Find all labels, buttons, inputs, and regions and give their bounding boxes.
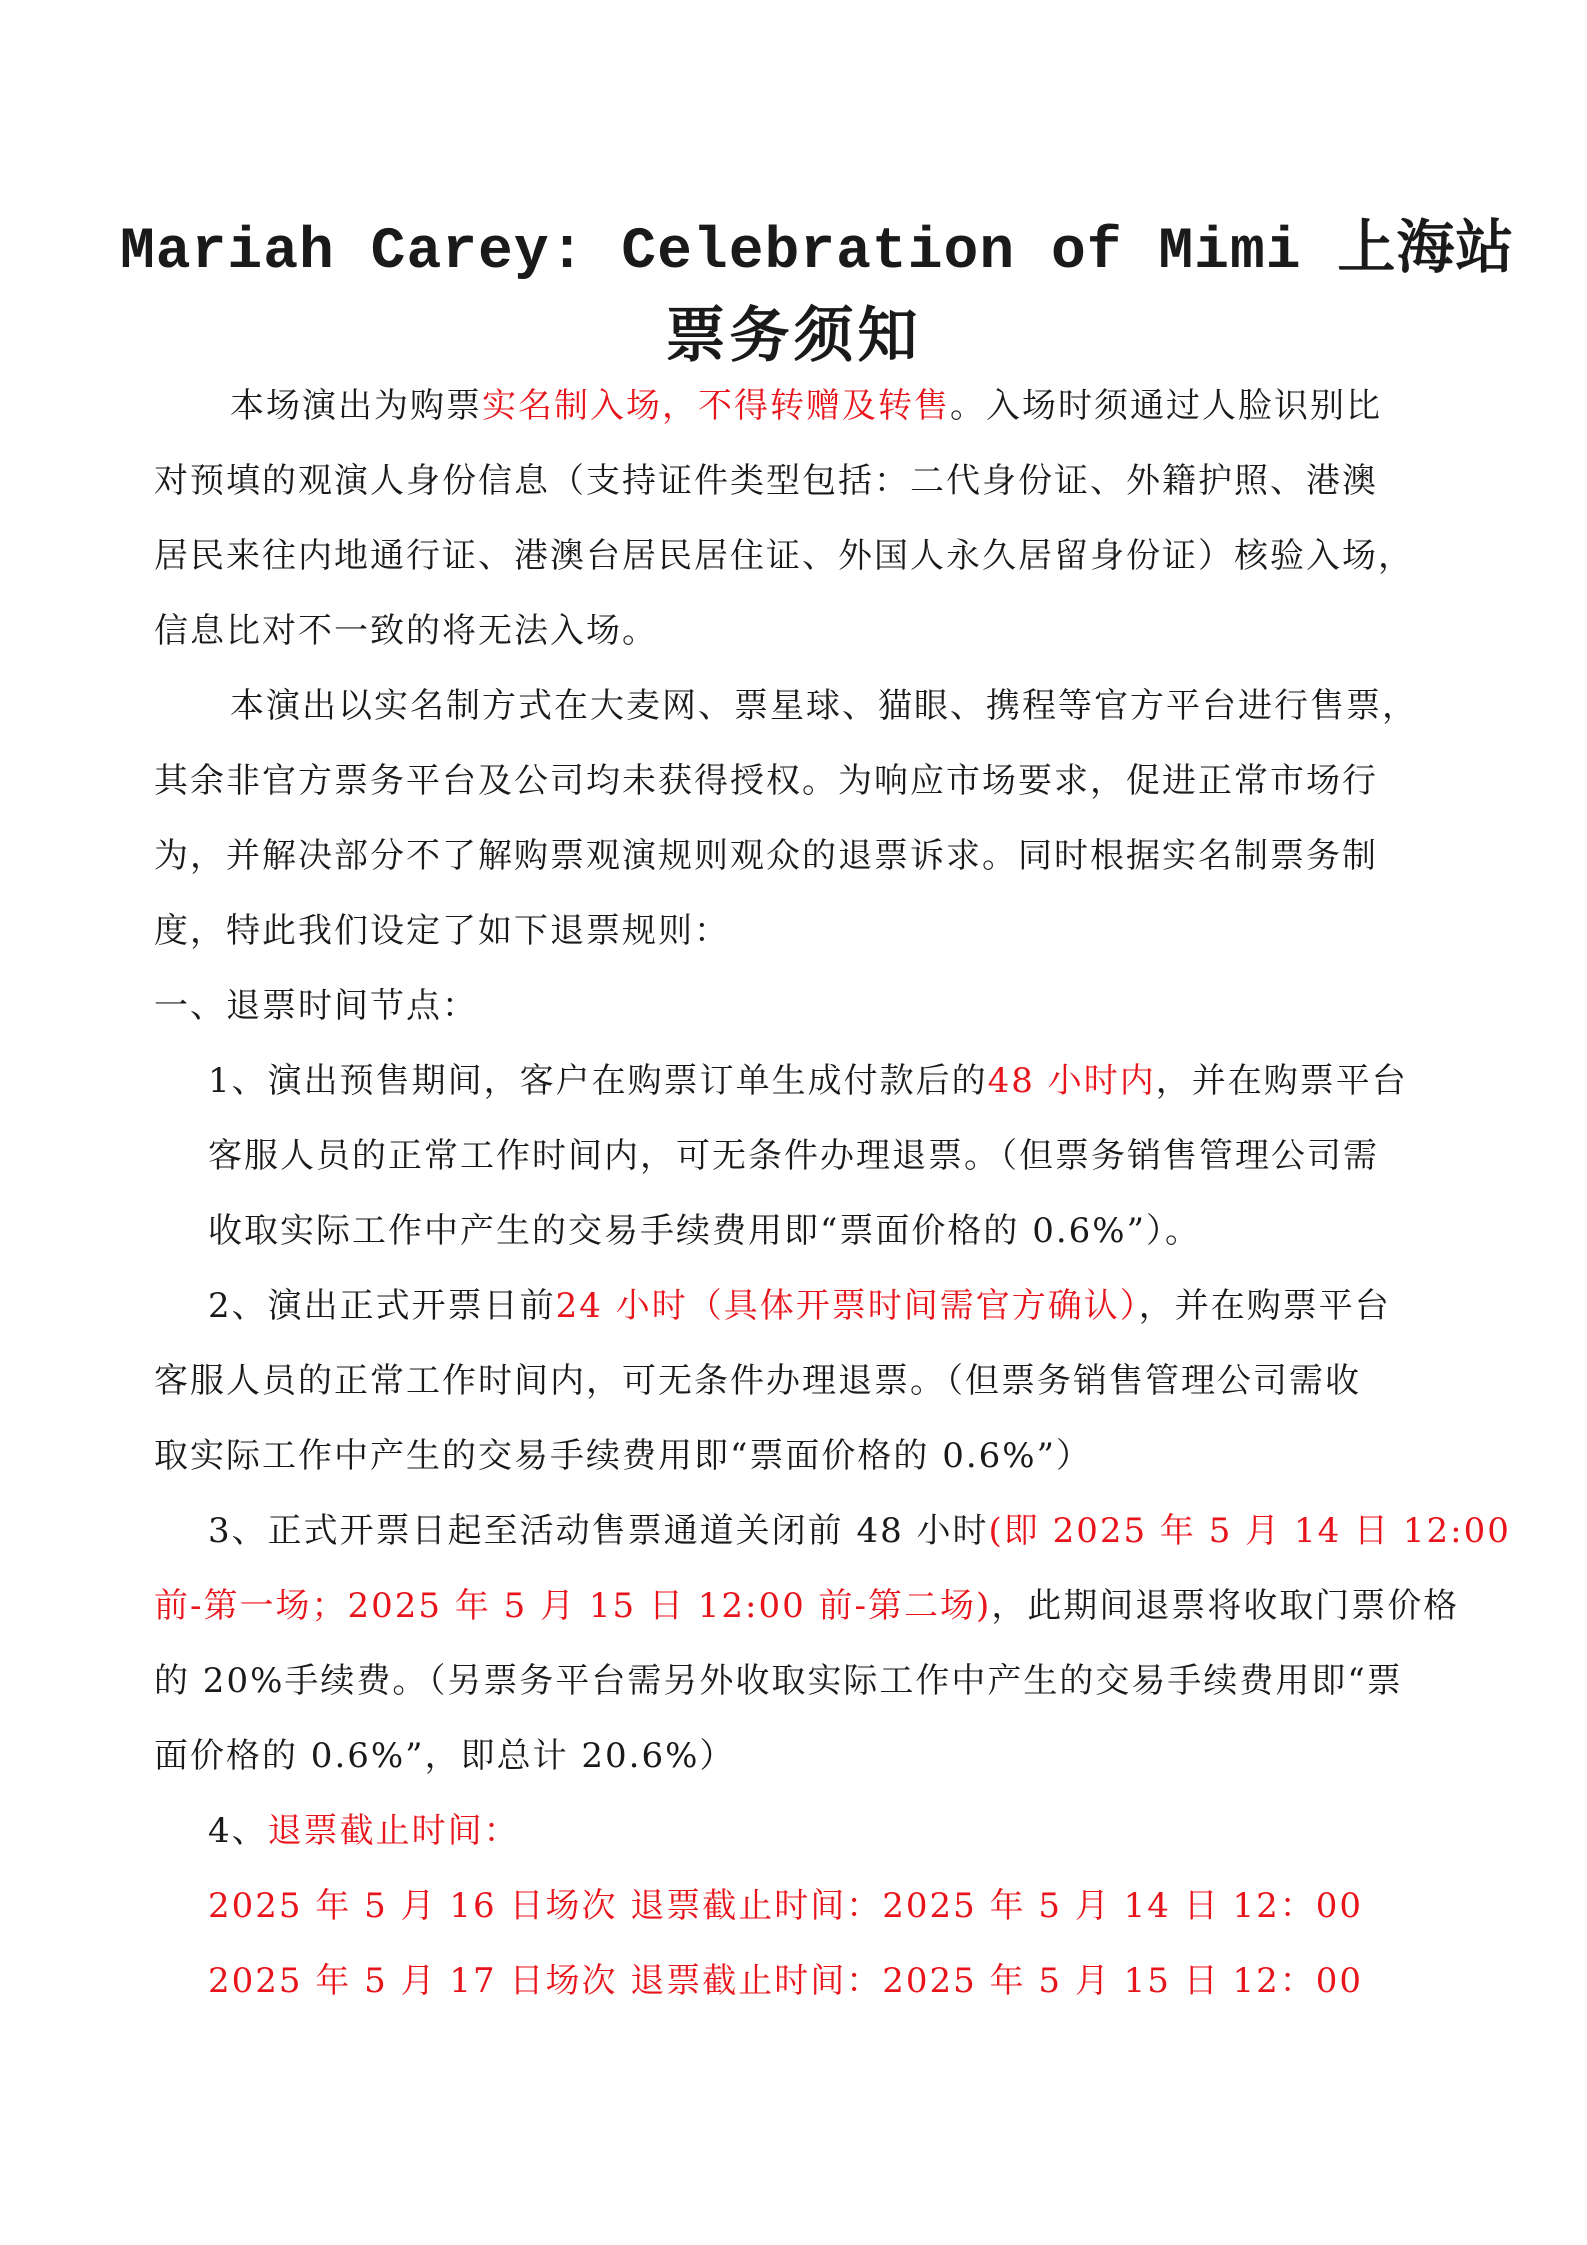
- refund-window-24h: 24 小时（具体开票时间需官方确认）: [555, 1286, 1139, 1326]
- p1-line1: 本场演出为购票实名制入场，不得转赠及转售。入场时须通过人脸识别比: [230, 386, 1382, 426]
- item2-line3: 取实际工作中产生的交易手续费用即“票面价格的 0.6%”）: [154, 1436, 1092, 1476]
- item3-line4: 面价格的 0.6%”，即总计 20.6%）: [154, 1736, 736, 1776]
- deadline-show2: 2025 年 5 月 17 日场次 退票截止时间：2025 年 5 月 15 日 12：00: [208, 1961, 1364, 2001]
- p1-line3: 居民来往内地通行证、港澳台居民居住证、外国人永久居留身份证）核验入场，: [154, 536, 1414, 576]
- refund-dates-part2: 前-第一场；2025 年 5 月 15 日 12:00 前-第二场): [154, 1586, 992, 1626]
- item2-line2: 客服人员的正常工作时间内，可无条件办理退票。（但票务销售管理公司需收: [154, 1361, 1361, 1401]
- item3-line2: 前-第一场；2025 年 5 月 15 日 12:00 前-第二场)，此期间退票将收取门票价格: [154, 1586, 1460, 1626]
- p2-line4: 度，特此我们设定了如下退票规则：: [154, 911, 730, 951]
- p1-line4: 信息比对不一致的将无法入场。: [154, 611, 658, 651]
- real-name-notice: 实名制入场，不得转赠及转售: [482, 386, 950, 426]
- item2-line1: 2、演出正式开票日前24 小时（具体开票时间需官方确认），并在购票平台: [208, 1286, 1391, 1326]
- item3-line3: 的 20%手续费。（另票务平台需另外收取实际工作中产生的交易手续费用即“票: [154, 1661, 1403, 1701]
- item1-line1: 1、演出预售期间，客户在购票订单生成付款后的48 小时内，并在购票平台: [208, 1061, 1408, 1101]
- item1-line3: 收取实际工作中产生的交易手续费用即“票面价格的 0.6%”）。: [208, 1211, 1201, 1251]
- document-subtitle: 票务须知: [665, 301, 922, 371]
- deadline-show1: 2025 年 5 月 16 日场次 退票截止时间：2025 年 5 月 14 日 12：00: [208, 1886, 1364, 1926]
- p2-line3: 为，并解决部分不了解购票观演规则观众的退票诉求。同时根据实名制票务制: [154, 836, 1378, 876]
- p1-line2: 对预填的观演人身份信息（支持证件类型包括：二代身份证、外籍护照、港澳: [154, 461, 1378, 501]
- section-heading: 一、退票时间节点：: [154, 986, 478, 1026]
- refund-deadline-label: 退票截止时间：: [267, 1811, 520, 1851]
- refund-dates-part1: (即 2025 年 5 月 14 日 12:00: [988, 1511, 1511, 1551]
- p2-line1: 本演出以实名制方式在大麦网、票星球、猫眼、携程等官方平台进行售票，: [230, 686, 1418, 726]
- item4-heading: 4、退票截止时间：: [208, 1811, 520, 1851]
- refund-window-48h: 48 小时内: [987, 1061, 1156, 1101]
- item1-line2: 客服人员的正常工作时间内，可无条件办理退票。（但票务销售管理公司需: [208, 1136, 1379, 1176]
- p2-line2: 其余非官方票务平台及公司均未获得授权。为响应市场要求，促进正常市场行: [154, 761, 1378, 801]
- document-title: Mariah Carey: Celebration of Mimi 上海站: [120, 220, 1515, 285]
- item3-line1: 3、正式开票日起至活动售票通道关闭前 48 小时(即 2025 年 5 月 14 日 12:00: [208, 1511, 1511, 1551]
